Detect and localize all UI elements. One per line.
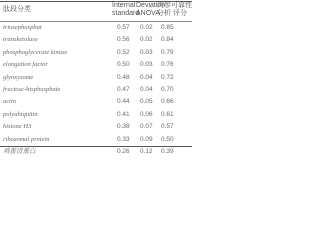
cell-peptide: histone H3 <box>3 123 32 131</box>
cell-peptide: ribosomal protein <box>3 135 50 143</box>
cell-score: 0.84 <box>161 36 174 44</box>
cell-deviation: 0.06 <box>140 110 153 118</box>
table-row <box>0 72 192 84</box>
table-row <box>0 22 192 34</box>
cell-score: 0.50 <box>161 135 174 143</box>
cell-score: 0.61 <box>161 110 174 118</box>
cell-score: 0.85 <box>161 24 174 31</box>
header-reliability-score: 内参可靠性 分析 评分 <box>157 2 192 17</box>
cell-score: 0.72 <box>161 73 174 81</box>
cell-score: 0.76 <box>161 61 174 69</box>
cell-internal-standard: 0.33 <box>117 135 130 143</box>
table-row <box>0 121 192 133</box>
cell-peptide: fructose-bisphosphate <box>3 85 61 93</box>
table-body <box>0 22 192 158</box>
table-row <box>0 59 192 71</box>
cell-score: 0.79 <box>161 48 174 56</box>
cell-deviation: 0.07 <box>140 123 153 131</box>
cell-internal-standard: 0.26 <box>117 147 130 155</box>
cell-score: 0.57 <box>161 123 174 131</box>
cell-internal-standard: 0.48 <box>117 73 130 81</box>
table-row <box>0 134 192 146</box>
cell-peptide: actin <box>3 98 16 106</box>
cell-internal-standard: 0.47 <box>117 85 130 93</box>
table-row <box>0 146 192 158</box>
cell-deviation: 0.09 <box>140 135 153 143</box>
cell-internal-standard: 0.52 <box>117 48 130 56</box>
header-peptide-category: 肽段分类 <box>3 6 31 13</box>
table-row <box>0 34 192 46</box>
table-row <box>0 47 192 59</box>
cell-deviation: 0.03 <box>140 48 153 56</box>
table-row <box>0 96 192 108</box>
cell-score: 0.39 <box>161 147 174 155</box>
cell-internal-standard: 0.56 <box>117 36 130 44</box>
table-bottom-rule <box>0 146 192 147</box>
cell-internal-standard: 0.57 <box>117 24 130 31</box>
header-deviation-anova: Deviation ANOVA <box>136 2 166 17</box>
cell-peptide: 鸡蛋清蛋白 <box>3 147 36 155</box>
cell-deviation: 0.04 <box>140 85 153 93</box>
cell-deviation: 0.02 <box>140 24 153 31</box>
header-internal-standard: Internal standard <box>112 2 140 17</box>
table-row <box>0 84 192 96</box>
cell-peptide: polyubiquitin <box>3 110 38 118</box>
cell-internal-standard: 0.38 <box>117 123 130 131</box>
cell-deviation: 0.12 <box>140 147 153 155</box>
cell-deviation: 0.05 <box>140 98 153 106</box>
cell-internal-standard: 0.50 <box>117 61 130 69</box>
cell-internal-standard: 0.44 <box>117 98 130 106</box>
cell-deviation: 0.03 <box>140 61 153 69</box>
cell-score: 0.70 <box>161 85 174 93</box>
cell-peptide: elongation factor <box>3 61 48 69</box>
cell-internal-standard: 0.41 <box>117 110 130 118</box>
cell-peptide: phosphoglycerate kinase <box>3 48 68 56</box>
data-table <box>0 0 192 155</box>
cell-peptide: transketolase <box>3 36 38 44</box>
cell-peptide: glyoxysome <box>3 73 34 81</box>
cell-peptide: triosephosphat <box>3 24 42 31</box>
table-row <box>0 109 192 121</box>
cell-deviation: 0.04 <box>140 73 153 81</box>
cell-deviation: 0.02 <box>140 36 153 44</box>
cell-score: 0.66 <box>161 98 174 106</box>
